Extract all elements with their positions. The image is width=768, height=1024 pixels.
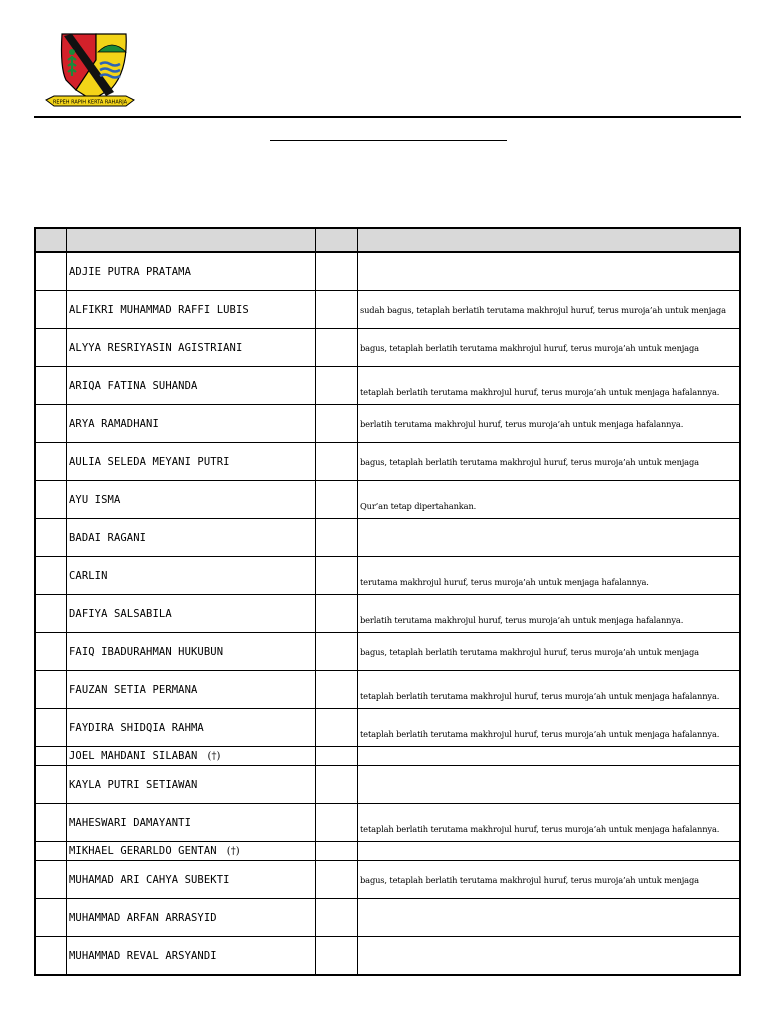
student-name <box>67 646 315 658</box>
student-name-text: AYU ISMA <box>69 493 121 506</box>
teacher-note-cell <box>358 766 741 804</box>
score-cell <box>316 766 358 804</box>
student-name-cell <box>67 252 316 291</box>
row-number-cell <box>35 747 67 766</box>
student-name-cell <box>67 405 316 443</box>
student-name-cell <box>67 861 316 899</box>
student-name-cell <box>67 519 316 557</box>
score-cell <box>316 595 358 633</box>
student-name-text: CARLIN <box>69 569 108 582</box>
student-name-cell <box>67 671 316 709</box>
teacher-note: sudah bagus, tetaplah berlatih terutama makhrojul huruf, terus muroja’ah untuk menjaga <box>360 304 726 315</box>
teacher-note-cell <box>358 633 741 671</box>
teacher-note-cell <box>358 367 741 405</box>
table-row <box>35 443 740 481</box>
student-name <box>67 874 315 886</box>
row-number-cell <box>35 557 67 595</box>
teacher-note-cell <box>358 291 741 329</box>
student-name-cell <box>67 633 316 671</box>
teacher-note: tetaplah berlatih terutama makhrojul huruf, terus muroja’ah untuk menjaga hafalannya. <box>360 690 720 701</box>
student-name <box>67 950 315 962</box>
teacher-note: bagus, tetaplah berlatih terutama makhrojul huruf, terus muroja’ah untuk menjaga <box>360 874 699 885</box>
row-number-cell <box>35 329 67 367</box>
row-number-cell <box>35 899 67 937</box>
teacher-note: bagus, tetaplah berlatih terutama makhrojul huruf, terus muroja’ah untuk menjaga <box>360 456 699 467</box>
score-cell <box>316 747 358 766</box>
table-row <box>35 842 740 861</box>
student-name-text: AULIA SELEDA MEYANI PUTRI <box>69 455 230 468</box>
table-row <box>35 861 740 899</box>
student-name-text: MUHAMMAD ARFAN ARRASYID <box>69 911 217 924</box>
table-row <box>35 481 740 519</box>
teacher-note-cell <box>358 405 741 443</box>
score-cell <box>316 481 358 519</box>
student-name-cell <box>67 709 316 747</box>
score-cell <box>316 804 358 842</box>
row-number-cell <box>35 842 67 861</box>
teacher-note: berlatih terutama makhrojul huruf, terus muroja’ah untuk menjaga hafalannya. <box>360 418 684 429</box>
row-number-cell <box>35 766 67 804</box>
table-row <box>35 291 740 329</box>
header-divider <box>34 116 741 118</box>
score-cell <box>316 633 358 671</box>
teacher-note-cell <box>358 557 741 595</box>
student-name <box>67 845 315 857</box>
score-cell <box>316 671 358 709</box>
teacher-note: Qur’an tetap dipertahankan. <box>360 500 477 511</box>
deceased-marker: (†) <box>207 751 221 762</box>
row-number-cell <box>35 405 67 443</box>
student-assessment-table <box>34 227 741 976</box>
header-name <box>67 228 316 252</box>
table-row <box>35 405 740 443</box>
row-number-cell <box>35 861 67 899</box>
teacher-note: tetaplah berlatih terutama makhrojul huruf, terus muroja’ah untuk menjaga hafalannya. <box>360 823 720 834</box>
student-name-text: ALYYA RESRIYASIN AGISTRIANI <box>69 341 243 354</box>
header-score <box>316 228 358 252</box>
teacher-note: bagus, tetaplah berlatih terutama makhrojul huruf, terus muroja’ah untuk menjaga <box>360 646 699 657</box>
table-row <box>35 367 740 405</box>
student-name <box>67 912 315 924</box>
student-name <box>67 779 315 791</box>
table-row <box>35 671 740 709</box>
row-number-cell <box>35 443 67 481</box>
student-name <box>67 342 315 354</box>
teacher-note: tetaplah berlatih terutama makhrojul huruf, terus muroja’ah untuk menjaga hafalannya. <box>360 386 720 397</box>
row-number-cell <box>35 519 67 557</box>
student-name <box>67 380 315 392</box>
student-name-cell <box>67 329 316 367</box>
table-row <box>35 709 740 747</box>
student-name-text: ARYA RAMADHANI <box>69 417 159 430</box>
teacher-note-cell <box>358 747 741 766</box>
teacher-note: terutama makhrojul huruf, terus muroja’ah untuk menjaga hafalannya. <box>360 576 649 587</box>
title-underline <box>270 140 507 141</box>
teacher-note: berlatih terutama makhrojul huruf, terus muroja’ah untuk menjaga hafalannya. <box>360 614 684 625</box>
teacher-note-cell <box>358 671 741 709</box>
student-name-cell <box>67 443 316 481</box>
student-name-cell <box>67 747 316 766</box>
student-name-cell <box>67 804 316 842</box>
teacher-note-cell <box>358 481 741 519</box>
header-note <box>358 228 741 252</box>
student-name <box>67 722 315 734</box>
student-name <box>67 418 315 430</box>
score-cell <box>316 937 358 976</box>
student-name-text: ALFIKRI MUHAMMAD RAFFI LUBIS <box>69 303 249 316</box>
student-name-cell <box>67 595 316 633</box>
student-name-cell <box>67 937 316 976</box>
row-number-cell <box>35 252 67 291</box>
row-number-cell <box>35 709 67 747</box>
deceased-marker: (†) <box>226 846 240 857</box>
teacher-note-cell <box>358 842 741 861</box>
student-name-text: FAIQ IBADURAHMAN HUKUBUN <box>69 645 224 658</box>
student-name-cell <box>67 766 316 804</box>
table-header-row <box>35 228 740 252</box>
student-name <box>67 266 315 278</box>
teacher-note-cell <box>358 252 741 291</box>
score-cell <box>316 329 358 367</box>
header-number <box>35 228 67 252</box>
student-name-cell <box>67 367 316 405</box>
score-cell <box>316 291 358 329</box>
student-name-text: DAFIYA SALSABILA <box>69 607 172 620</box>
teacher-note-cell <box>358 595 741 633</box>
table-row <box>35 329 740 367</box>
table-row <box>35 899 740 937</box>
teacher-note-cell <box>358 329 741 367</box>
score-cell <box>316 842 358 861</box>
table-row <box>35 633 740 671</box>
student-name-cell <box>67 842 316 861</box>
student-name <box>67 304 315 316</box>
table-row <box>35 557 740 595</box>
score-cell <box>316 367 358 405</box>
score-cell <box>316 709 358 747</box>
student-name <box>67 532 315 544</box>
table-row <box>35 595 740 633</box>
row-number-cell <box>35 804 67 842</box>
table-row <box>35 937 740 976</box>
student-name-text: MIKHAEL GERARLDO GENTAN <box>69 845 217 857</box>
student-name-cell <box>67 291 316 329</box>
teacher-note-cell <box>358 937 741 976</box>
teacher-note: tetaplah berlatih terutama makhrojul huruf, terus muroja’ah untuk menjaga hafalannya. <box>360 728 720 739</box>
row-number-cell <box>35 481 67 519</box>
row-number-cell <box>35 291 67 329</box>
teacher-note-cell <box>358 804 741 842</box>
teacher-note-cell <box>358 519 741 557</box>
table-row <box>35 747 740 766</box>
score-cell <box>316 557 358 595</box>
score-cell <box>316 443 358 481</box>
score-cell <box>316 252 358 291</box>
teacher-note: bagus, tetaplah berlatih terutama makhrojul huruf, terus muroja’ah untuk menjaga <box>360 342 699 353</box>
student-name <box>67 494 315 506</box>
student-name <box>67 456 315 468</box>
table-row <box>35 766 740 804</box>
score-cell <box>316 861 358 899</box>
student-name-cell <box>67 481 316 519</box>
emblem-motto-text: REPEH RAPIH KERTA RAHARJA <box>52 99 128 106</box>
teacher-note-cell <box>358 443 741 481</box>
teacher-note-cell <box>358 709 741 747</box>
student-name-cell <box>67 557 316 595</box>
emblem-flower <box>69 49 75 55</box>
score-cell <box>316 405 358 443</box>
student-name <box>67 570 315 582</box>
row-number-cell <box>35 937 67 976</box>
student-name <box>67 750 315 762</box>
student-name-text: MAHESWARI DAMAYANTI <box>69 816 192 829</box>
teacher-note-cell <box>358 899 741 937</box>
student-name-text: FAYDIRA SHIDQIA RAHMA <box>69 721 204 734</box>
student-name <box>67 817 315 829</box>
student-name-text: FAUZAN SETIA PERMANA <box>69 683 198 696</box>
student-name-text: ADJIE PUTRA PRATAMA <box>69 265 192 278</box>
table-row <box>35 252 740 291</box>
student-name <box>67 684 315 696</box>
table-row <box>35 519 740 557</box>
row-number-cell <box>35 671 67 709</box>
student-name <box>67 608 315 620</box>
score-cell <box>316 519 358 557</box>
student-name-text: BADAI RAGANI <box>69 531 147 544</box>
row-number-cell <box>35 633 67 671</box>
score-cell <box>316 899 358 937</box>
student-name-text: KAYLA PUTRI SETIAWAN <box>69 778 198 791</box>
student-name-text: MUHAMAD ARI CAHYA SUBEKTI <box>69 873 230 886</box>
student-name-text: ARIQA FATINA SUHANDA <box>69 379 198 392</box>
table-row <box>35 804 740 842</box>
teacher-note-cell <box>358 861 741 899</box>
student-name-text: MUHAMMAD REVAL ARSYANDI <box>69 949 217 962</box>
row-number-cell <box>35 595 67 633</box>
regency-emblem <box>42 30 138 116</box>
student-name-cell <box>67 899 316 937</box>
student-name-text: JOEL MAHDANI SILABAN <box>69 750 198 762</box>
row-number-cell <box>35 367 67 405</box>
